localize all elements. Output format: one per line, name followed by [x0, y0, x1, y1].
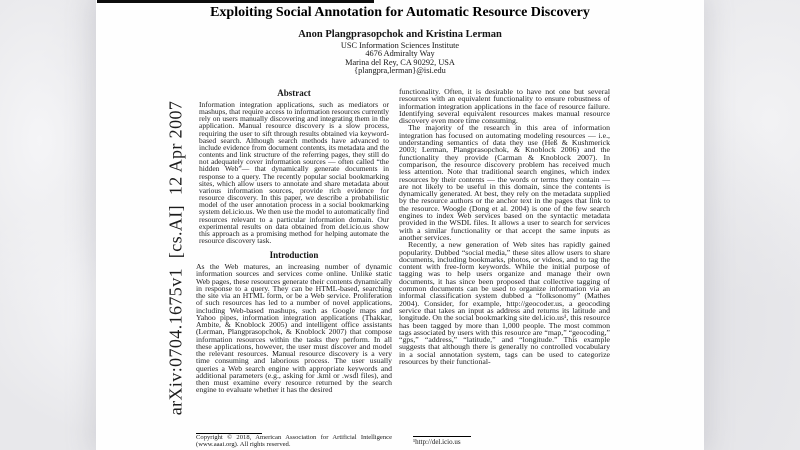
two-column-body: [196, 88, 610, 450]
copyright-block: [196, 433, 392, 449]
introduction-heading: Introduction: [269, 250, 319, 261]
page-top-cut-bar: [97, 0, 374, 3]
paper-header: [96, 5, 704, 75]
abstract-text: Information integration applications, such as mediators or mashups, that require access to information resources currently rely on users manually discovering and integrating them in the application. Manual resource discovery is a slow process, requiring the user to sift through results obtained via keyword-based search. Although search methods have advanced to include evidence from document contents, its metadata and the contents and link structure of the referring pages, they still do not adequately cover information sources — often called “the hidden Web”— that dynamically generate documents in response to a query. The recently popular social bookmarking sites, which allow users to annotate and share metadata about various information sources, provide rich evidence for resource discovery. In this paper, we describe a probabilistic model of the user annotation process in a social bookmarking system del.icio.us. We then use the model to automatically find resources relevant to a particular information domain. Our experimental results on data obtained from del.icio.us show this approach as a promising method for helping automate the resource discovery task.: [199, 100, 389, 245]
introduction-text: As the Web matures, an increasing number of dynamic information sources and services come online. Unlike static Web pages, these resources generate their contents dynamically in response to a query. They can be HTML-based, searching the site via an HTML form, or be a Web service. Proliferation of such resources has led to a number of novel applications, including Web-based mashups, such as Google maps and Yahoo pipes, information integration applications (Thakkar, Ambite, & Knoblock 2005) and intelligent office assistants (Lerman, Plangprasopchok, & Knoblock 2007) that compose information resources within the tasks they perform. In all these applications, however, the user must discover and model the relevant resources. Manual resource discovery is a very time consuming and laborious process. The user usually queries a Web search engine with appropriate keywords and additional parameters (e.g., asking for .kml or .wsdl files), and then must examine every resource returned by the search engine to evaluate whether it has the desired: [196, 262, 392, 395]
copyright-notice: Copyright © 2018, American Association for Artificial Intelligence (www.aaai.org). All rights reserved.: [196, 434, 392, 449]
paper-page: [96, 0, 704, 450]
affiliation-line-institute: USC Information Sciences Institute: [340, 41, 460, 50]
arxiv-watermark: arXiv:0704.1675v1 [cs.AI] 12 Apr 2007: [165, 100, 186, 416]
affiliation-line-city: Marina del Rey, CA 90292, USA: [345, 57, 455, 67]
footnote-block: [413, 436, 603, 446]
paper-title: Exploiting Social Annotation for Automatic Resource Discovery: [210, 5, 590, 20]
body-paragraph: Recently, a new generation of Web sites has rapidly gained popularity. Dubbed “social media,” these sites allow users to share documents, including bookmarks, photos, or videos, and to tag the content with free-form keywords. While the initial purpose of tagging was to help users organize and manage their own documents, it has since been proposed that collective tagging of common documents can be used to organize information via an informal classification system dubbed a “folksonomy” (Mathes 2004). Consider, for example, http://geocoder.us, a geocoding service that takes an input as address and returns its latitude and longitude. On the social bookmarking site del.icio.us¹, this resource has been tagged by more than 1,000 people. The most common tags associated by users with this resource are “map,” “geocoding,” “gps,” “address,” “latitude,” and “longitude.” This example suggests that although there is generally no controlled vocabulary in a social annotation system, tags can be used to categorize resources by their functional-: [399, 240, 610, 366]
affiliation-block: [96, 42, 704, 75]
footnote-text: ¹http://del.icio.us: [413, 437, 461, 446]
column-right: [399, 88, 610, 450]
body-paragraph: functionality. Often, it is desirable to have not one but several resources with an equivalent functionality to ensure robustness of information integration applications in the face of resource failure. Identifying several equivalent resources makes manual resource discovery even more time consuming.: [399, 87, 610, 126]
affiliation-line-street: 4676 Admiralty Way: [365, 49, 435, 59]
body-paragraph: The majority of the research in this area of information integration has focused on automating modeling resources — i.e., understanding semantics of data they use (Heß & Kushmerick 2003; Lerman, Plangprasopchok, & Knoblock 2006) and the functionality they provide (Carman & Knoblock 2007). In comparison, the resource discovery problem has received much less attention. Note that traditional search engines, which index resources by their contents — the words or terms they contain — are not likely to be useful in this domain, since the contents is dynamically generated. At best, they rely on the metadata supplied by the resource authors or the anchor text in the pages that link to the resource. Woogle (Dong et al. 2004) is one of the few search engines to index Web services based on the syntactic metadata provided in the WSDL files. It allows a user to search for services with a similar functionality or that accept the same inputs as another services.: [399, 123, 610, 242]
abstract-heading: Abstract: [277, 88, 311, 98]
author-names: Anon Plangprasopchok and Kristina Lerman: [298, 29, 502, 40]
affiliation-line-email: {plangpra,lerman}@isi.edu: [354, 65, 446, 75]
column-left: [196, 88, 392, 450]
